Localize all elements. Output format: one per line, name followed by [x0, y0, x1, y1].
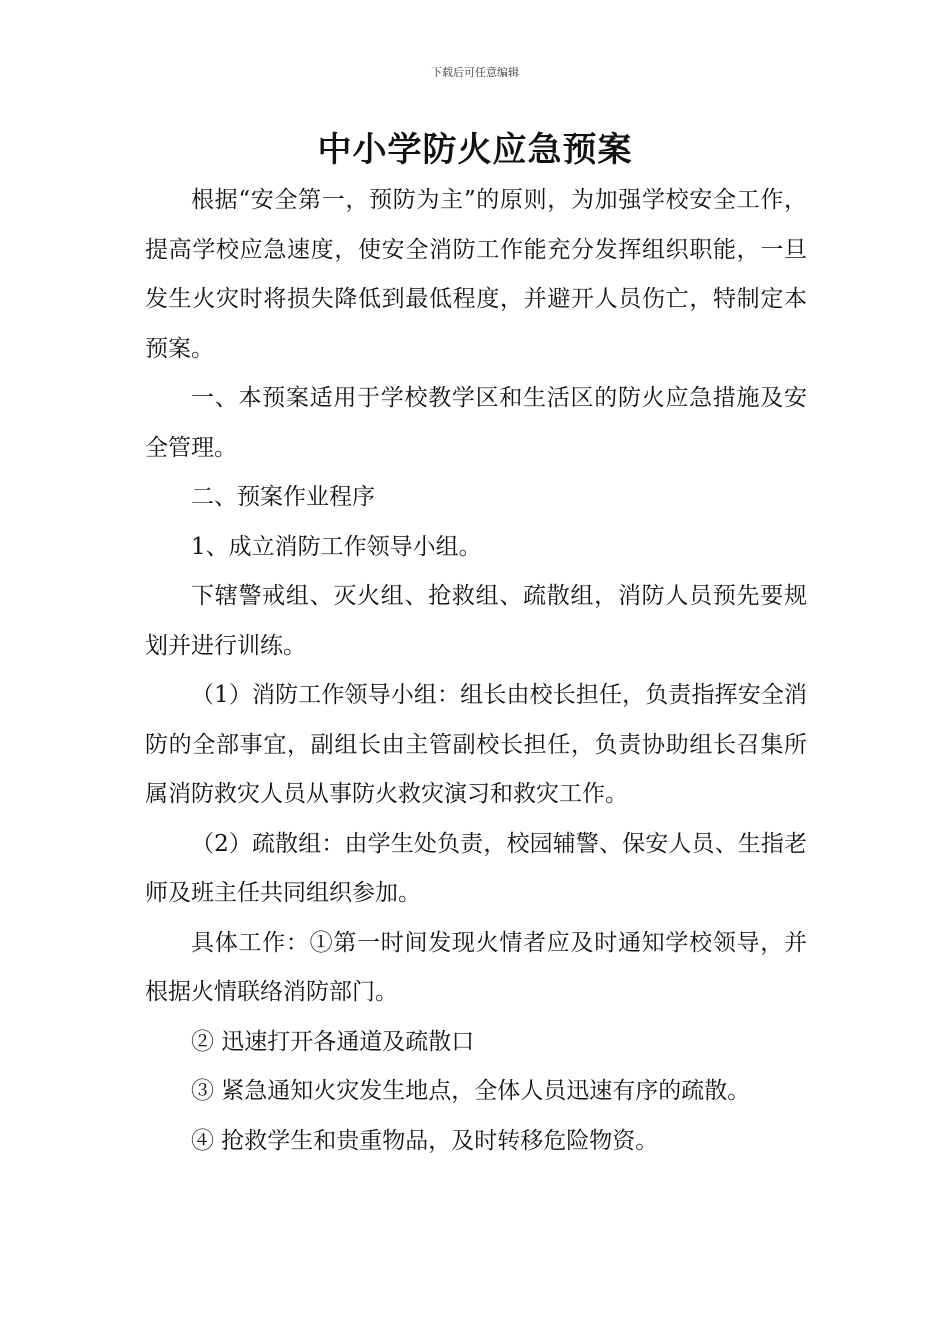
document-title: 中小学防火应急预案	[317, 130, 633, 170]
header-note: 下载后可任意编辑	[431, 66, 519, 79]
work-item-4: ④ 抢救学生和贵重物品，及时转移危险物资。	[191, 1127, 659, 1154]
leadership-group-paragraph: （1）消防工作领导小组：组长由校长担任，负责指挥安全消防的全部事宜，副组长由主管副校长担任，负责协助组长召集所属消防救灾人员从事防火救灾演习和救灾工作。	[145, 682, 807, 807]
work-item-2: ② 迅速打开各通道及疏散口	[191, 1028, 475, 1055]
document-body	[145, 176, 807, 1166]
groups-paragraph: 下辖警戒组、灭火组、抢救组、疏散组，消防人员预先要规划并进行训练。	[145, 583, 807, 659]
step-1-paragraph: 1、成立消防工作领导小组。	[191, 533, 482, 560]
evacuation-group-paragraph: （2）疏散组：由学生处负责，校园辅警、保安人员、生指老师及班主任共同组织参加。	[145, 830, 807, 906]
scope-paragraph: 一、本预案适用于学校教学区和生活区的防火应急措施及安全管理。	[145, 385, 807, 461]
section-heading-procedure: 二、预案作业程序	[191, 484, 375, 510]
intro-paragraph: 根据“安全第一，预防为主”的原则，为加强学校安全工作，提高学校应急速度，使安全消防工作能充分发挥组织职能，一旦发生火灾时将损失降低到最低程度，并避开人员伤亡，特制定本预案。	[145, 187, 807, 362]
specific-work-paragraph: 具体工作：①第一时间发现火情者应及时通知学校领导，并根据火情联络消防部门。	[145, 929, 807, 1005]
work-item-3: ③ 紧急通知火灾发生地点，全体人员迅速有序的疏散。	[191, 1078, 751, 1104]
